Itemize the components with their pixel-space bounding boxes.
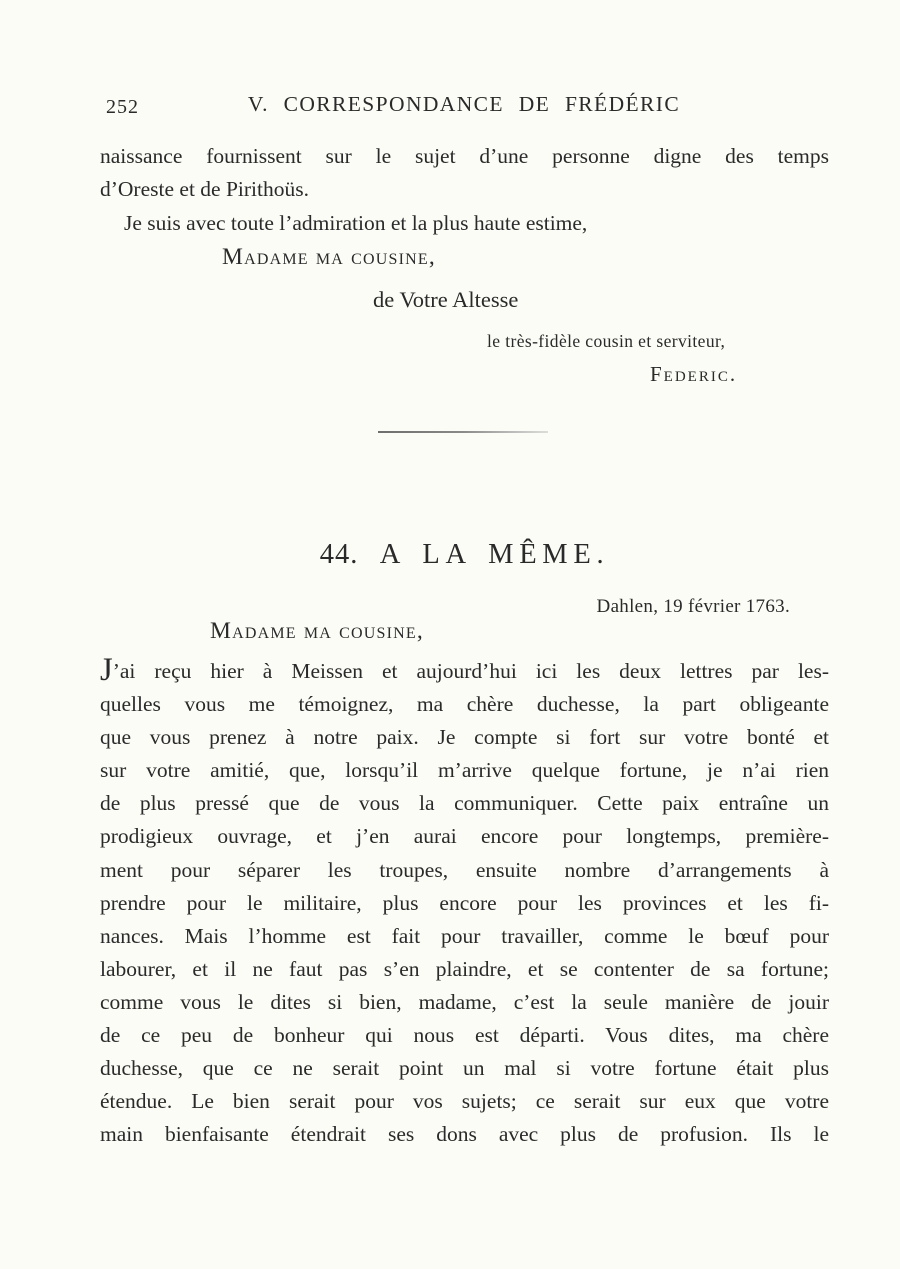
letter-body-line [100, 651, 829, 688]
letter-body-line-text: ’ai reçu hier à Meissen et aujourd’hui ici les deux lettres par les- [112, 659, 829, 683]
page-number: 252 [106, 96, 139, 118]
prev-letter-signoff: le très-fidèle cousin et serviteur, [487, 331, 726, 351]
letter-salutation: Madame ma cousine, [210, 618, 424, 644]
prev-letter-closing: Je suis avec toute l’admiration et la plus haute estime, [124, 211, 588, 235]
drop-cap-initial: J [100, 651, 113, 688]
letter-heading [100, 539, 829, 571]
letter-body-line: sur votre amitié, que, lorsqu’il m’arrive quelque fortune, je n’ai rien [100, 758, 829, 783]
letter-body-line: de plus pressé que de vous la communiquer. Cette paix entraîne un [100, 791, 829, 816]
letter-body [100, 651, 829, 1151]
prev-letter-valediction: de Votre Altesse [373, 287, 519, 312]
prev-letter-line: naissance fournissent sur le sujet d’une personne digne des temps [100, 144, 829, 168]
letter-body-line: duchesse, que ce ne serait point un mal si votre fortune était plus [100, 1056, 829, 1081]
letter-body-line: comme vous le dites si bien, madame, c’est la seule manière de jouir [100, 989, 829, 1014]
section-divider-rule [378, 431, 548, 433]
prev-letter-signature: Federic. [650, 362, 738, 386]
letter-body-line: nances. Mais l’homme est fait pour travailler, comme le bœuf pour [100, 923, 829, 948]
letter-heading-number: 44. [319, 539, 359, 570]
letter-body-line: prendre pour le militaire, plus encore pour les provinces et les fi- [100, 890, 829, 915]
letter-body-line: étendue. Le bien serait pour vos sujets; ce serait sur eux que votre [100, 1089, 829, 1114]
letter-body-line: labourer, et il ne faut pas s’en plaindre, et se contenter de sa fortune; [100, 956, 829, 981]
letter-body-line: prodigieux ouvrage, et j’en aurai encore pour longtemps, première- [100, 824, 829, 849]
prev-letter-line: d’Oreste et de Pirithoüs. [100, 177, 309, 201]
letter-body-line: ment pour séparer les troupes, ensuite nombre d’arrangements à [100, 857, 829, 882]
letter-body-line: main bienfaisante étendrait ses dons avec plus de profusion. Ils le [100, 1122, 829, 1147]
letter-body-line: de ce peu de bonheur qui nous est départi. Vous dites, ma chère [100, 1023, 829, 1048]
letter-dateline: Dahlen, 19 février 1763. [596, 596, 790, 617]
letter-body-line: quelles vous me témoignez, ma chère duchesse, la part obligeante [100, 692, 829, 717]
letter-body-line: que vous prenez à notre paix. Je compte si fort sur votre bonté et [100, 725, 829, 750]
letter-heading-title: A LA MÊME. [379, 539, 610, 570]
running-title: V. CORRESPONDANCE DE FRÉDÉRIC [247, 92, 681, 116]
prev-letter-salutation: Madame ma cousine, [222, 244, 436, 270]
